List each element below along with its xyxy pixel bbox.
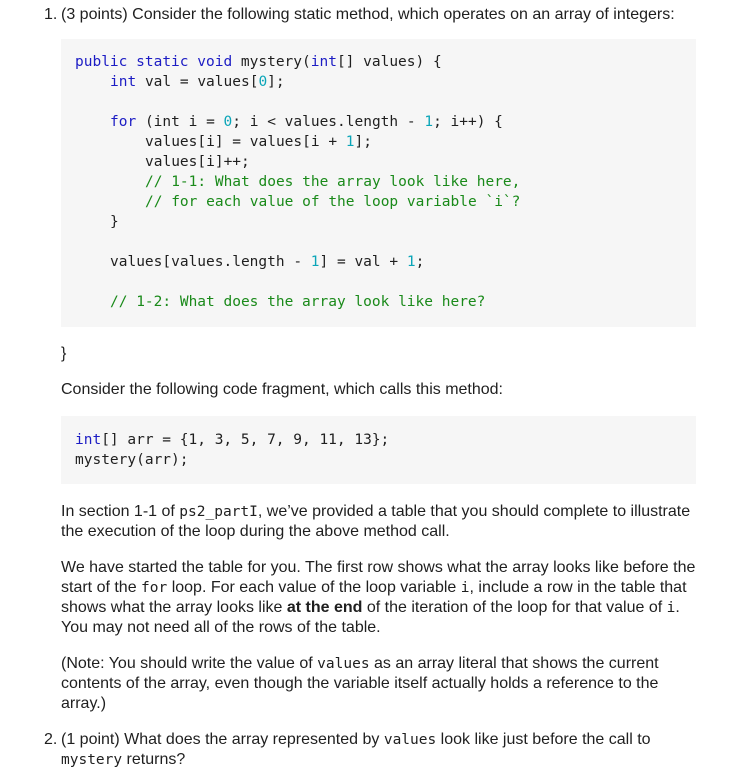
- para-text: as an array literal that shows the current contents of the array, even though the variable itself actually holds a reference to the array.): [61, 655, 659, 712]
- code-text: mystery(: [240, 54, 311, 70]
- code-keyword: public: [75, 54, 128, 70]
- code-text: i =: [188, 114, 215, 130]
- code-comment: // for each value of the loop variable `i`?: [145, 194, 521, 210]
- question-1-header: (3 points) Consider the following static method, which operates on an array of integers:: [61, 6, 675, 23]
- code-text: ;: [415, 254, 425, 270]
- paragraph-note: [61, 654, 701, 714]
- para-text: (Note: You should write the value of: [61, 655, 318, 672]
- paragraph-section-1-1: [61, 502, 701, 542]
- inline-code: values: [317, 656, 370, 672]
- code-line-11: [110, 252, 424, 272]
- code-line-6: values[i]++;: [145, 154, 250, 170]
- code-number: 0: [258, 74, 268, 90]
- code-keyword: int: [110, 74, 137, 90]
- code-keyword: static: [136, 54, 189, 70]
- code-text: [] values) {: [336, 54, 442, 70]
- inline-code: i: [666, 600, 676, 616]
- code-keyword: int: [75, 432, 102, 448]
- para-text: , include a row in the table that shows what the array looks like: [61, 579, 687, 616]
- code-text: ] = val +: [319, 254, 399, 270]
- code-text: val = values[: [144, 74, 259, 90]
- para-text: returns?: [122, 751, 186, 768]
- closing-brace: }: [61, 345, 67, 362]
- code-line-4: [110, 112, 503, 132]
- code-text: values[i] = values[i +: [145, 134, 338, 150]
- fragment-line-2: mystery(arr);: [75, 452, 189, 468]
- code-number: 1: [424, 114, 434, 130]
- code-number: 1: [310, 254, 320, 270]
- code-number: 0: [223, 114, 233, 130]
- para-text: look like just before the call to: [436, 731, 651, 748]
- code-text: ];: [354, 134, 372, 150]
- code-text: ];: [267, 74, 285, 90]
- code-comment: // 1-2: What does the array look like here?: [110, 294, 486, 310]
- para-text: (1 point) What does the array represented by: [61, 731, 384, 748]
- code-keyword: void: [197, 54, 233, 70]
- code-number: 1: [345, 134, 355, 150]
- code-text: int: [153, 114, 180, 130]
- para-text: loop. For each value of the loop variable: [167, 579, 461, 596]
- inline-code: i: [460, 580, 470, 596]
- code-line-2: [110, 72, 285, 92]
- inline-code: mystery: [61, 752, 123, 768]
- question-2-number: 2.: [44, 731, 58, 748]
- code-keyword: for: [110, 114, 137, 130]
- inline-code: ps2_partI: [179, 504, 258, 520]
- code-line-9: }: [110, 214, 119, 230]
- fragment-intro: Consider the following code fragment, which calls this method:: [61, 381, 503, 398]
- code-text: ; i < values.length -: [232, 114, 416, 130]
- para-text: In section 1-1 of: [61, 503, 180, 520]
- code-text: values[values.length -: [110, 254, 303, 270]
- question-1-number: 1.: [44, 6, 58, 23]
- code-text: (: [144, 114, 154, 130]
- para-text: of the iteration of the loop for that value of: [362, 599, 667, 616]
- code-text: [] arr = {1, 3, 5, 7, 9, 11, 13};: [101, 432, 390, 448]
- paragraph-table-instructions: [61, 558, 701, 638]
- inline-code: values: [383, 732, 437, 748]
- code-comment: // 1-1: What does the array look like here,: [145, 174, 521, 190]
- question-2-text: [61, 730, 701, 770]
- inline-code: for: [141, 580, 168, 596]
- code-keyword: int: [310, 54, 337, 70]
- code-line-1: [75, 52, 442, 72]
- code-number: 1: [406, 254, 416, 270]
- para-text: . You may not need all of the rows of the table.: [61, 599, 680, 636]
- fragment-line-1: [75, 430, 389, 450]
- bold-text: at the end: [286, 599, 363, 616]
- code-line-5: [145, 132, 372, 152]
- code-text: ; i++) {: [433, 114, 503, 130]
- para-text: , we’ve provided a table that you should complete to illustrate the execution of the loop during the above method call.: [61, 503, 691, 540]
- para-text: We have started the table for you. The first row shows what the array looks like before the start of the: [61, 559, 696, 596]
